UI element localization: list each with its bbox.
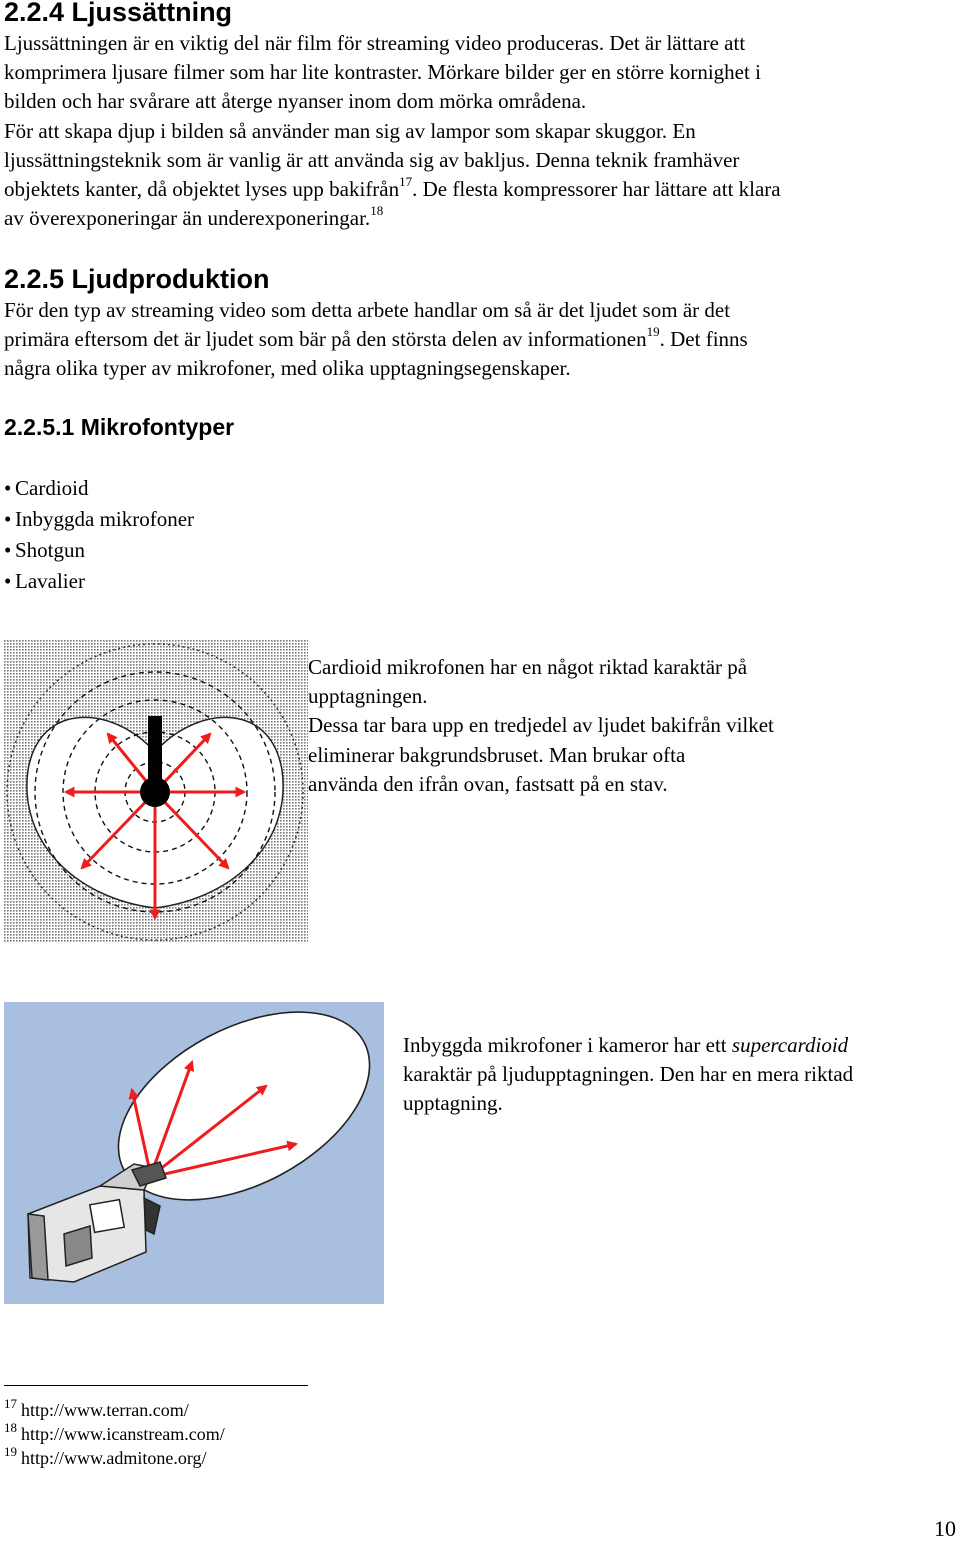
- text-run: . De flesta kompressorer har lättare att klara: [412, 177, 781, 202]
- text-run: . Det finns: [659, 327, 748, 352]
- text-run: av överexponeringar än underexponeringar.: [4, 206, 371, 231]
- footnote: [4, 1446, 225, 1470]
- list-item: • Inbyggda mikrofoner: [4, 504, 194, 535]
- page-number: 10: [934, 1516, 956, 1541]
- text-line: Ljussättningen är en viktig del när film för streaming video produceras. Det är lättare att: [4, 31, 746, 55]
- text-line: upptagning.: [403, 1091, 503, 1116]
- microphone-type-list: [4, 473, 194, 597]
- section-heading-ljussattning: 2.2.4 Ljussättning: [4, 0, 233, 27]
- text-line: upptagningen.: [308, 684, 428, 709]
- text-line: Cardioid mikrofonen har en något riktad karaktär på: [308, 655, 748, 679]
- footnote-ref: 19: [646, 324, 660, 340]
- list-item: • Shotgun: [4, 535, 194, 566]
- text-line: För den typ av streaming video som detta arbete handlar om så är det ljudet som är det: [4, 298, 731, 322]
- list-item: • Lavalier: [4, 566, 194, 597]
- text-line: Dessa tar bara upp en tredjedel av ljudet bakifrån vilket: [308, 713, 774, 738]
- text-line: [4, 325, 748, 354]
- text-line: För att skapa djup i bilden så använder man sig av lampor som skapar skuggor. En: [4, 118, 696, 143]
- emphasis-text: supercardioid: [731, 1033, 849, 1057]
- footnote-number: 17: [4, 1396, 17, 1411]
- footnote-link[interactable]: http://www.icanstream.com/: [21, 1424, 225, 1444]
- footnotes: [4, 1398, 225, 1470]
- footnote-link[interactable]: http://www.terran.com/: [21, 1400, 189, 1420]
- footnote-number: 19: [4, 1444, 17, 1459]
- section-heading-ljudproduktion: 2.2.5 Ljudproduktion: [4, 264, 270, 294]
- text-run: Inbyggda mikrofoner i kameror har ett: [403, 1033, 732, 1057]
- text-line: eliminerar bakgrundsbruset. Man brukar ofta: [308, 742, 686, 767]
- list-item: • Cardioid: [4, 473, 194, 504]
- text-line: bilden och har svårare att återge nyanser inom dom mörka områdena.: [4, 89, 587, 114]
- subsection-heading-mikrofontyper: 2.2.5.1 Mikrofontyper: [4, 414, 235, 440]
- footnote-link[interactable]: http://www.admitone.org/: [21, 1448, 207, 1468]
- footnote: [4, 1398, 225, 1422]
- text-line: använda den ifrån ovan, fastsatt på en stav.: [308, 771, 668, 796]
- text-line: [4, 204, 781, 233]
- text-line: [4, 175, 781, 204]
- paragraph-ljussattning: [4, 29, 781, 233]
- cardioid-caption: [308, 653, 774, 799]
- text-line: karaktär på ljudupptagningen. Den har en mera riktad: [403, 1062, 854, 1087]
- text-run: primära eftersom det är ljudet som bär på den största delen av informationen: [4, 327, 647, 352]
- text-line: ljussättningsteknik som är vanlig är att använda sig av bakljus. Denna teknik framhäver: [4, 147, 740, 172]
- text-run: objektets kanter, då objektet lyses upp bakifrån: [4, 177, 400, 202]
- footnote-ref: 18: [370, 203, 384, 219]
- text-line: [403, 1031, 853, 1060]
- paragraph-ljudproduktion: [4, 296, 748, 384]
- builtin-mic-caption: [403, 1031, 853, 1119]
- text-line: några olika typer av mikrofoner, med olika upptagningsegenskaper.: [4, 356, 571, 381]
- footnote-number: 18: [4, 1420, 17, 1435]
- footnote: [4, 1422, 225, 1446]
- footnote-divider: [4, 1385, 308, 1386]
- text-line: komprimera ljusare filmer som har lite kontraster. Mörkare bilder ger en större kornighet i: [4, 60, 761, 85]
- footnote-ref: 17: [399, 174, 413, 190]
- cardioid-pattern-icon: [4, 640, 308, 942]
- video-camera-icon: [4, 1002, 384, 1304]
